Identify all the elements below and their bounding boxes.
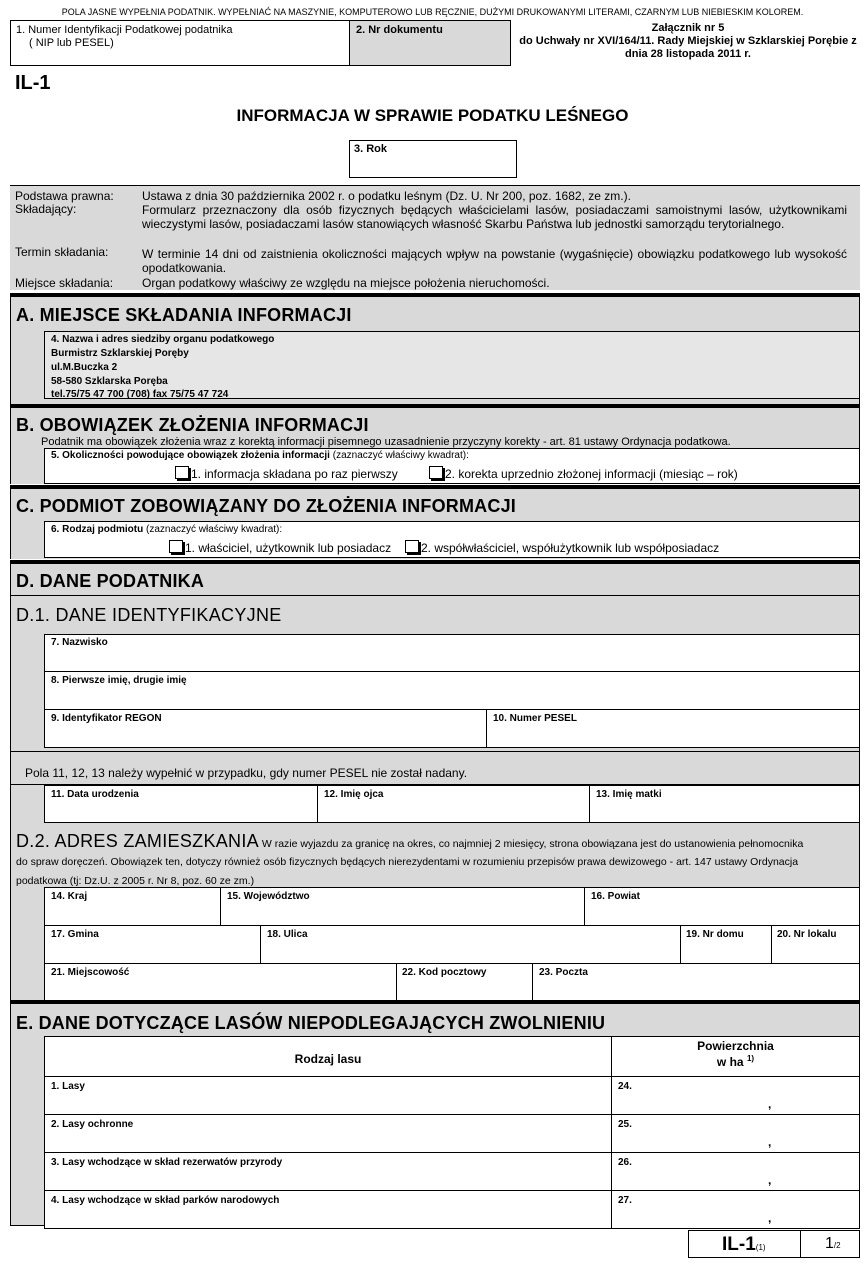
reason-field (44, 448, 860, 484)
forest-area-field[interactable] (611, 1190, 860, 1229)
col-area-label-1: Powierzchnia (697, 1039, 774, 1053)
section-b-title: B. OBOWIĄZEK ZŁOŻENIA INFORMACJI (16, 415, 369, 435)
filer-label: Składający: (15, 202, 77, 216)
section-b-note: Podatnik ma obowiązek złożenia wraz z korektą informacji pisemnego uzasadnienie przyczyny korekty - art. 81 ustawy Ordynacja podatkowa. (41, 436, 731, 448)
reason-option-correction[interactable]: 2. korekta uprzednio złożonej informacji (miesiąc – rok) (429, 466, 738, 481)
forest-type-cell (44, 1190, 612, 1229)
reason-option-first[interactable]: 1. informacja składana po raz pierwszy (175, 466, 398, 481)
place-text: Organ podatkowy właściwy ze względu na miejsce położenia nieruchomości. (142, 276, 550, 290)
postal-code-field[interactable] (396, 963, 533, 1002)
year-label: 3. Rok (354, 143, 388, 155)
column-header-type (44, 1036, 612, 1077)
house-number-field[interactable] (680, 925, 772, 964)
col-type-label: Rodzaj lasu (294, 1052, 362, 1066)
entity-type-label: 6. Rodzaj podmiotu (51, 524, 144, 535)
divider (11, 751, 859, 752)
section-d (10, 560, 860, 1000)
deadline-label: Termin składania: (15, 245, 109, 259)
forest-type-label: 4. Lasy wchodzące w skład parków narodowych (51, 1195, 280, 1206)
municipality-label: 17. Gmina (51, 929, 99, 940)
reason-hint: (zaznaczyć właściwy kwadrat): (332, 450, 469, 461)
footer-code: IL-1(1) (722, 1234, 766, 1255)
d2-note-a: W razie wyjazdu za granicę na okres, co najmniej 2 miesięcy, strona obowiązana jest do ustanowienia pełnomocnika (261, 838, 804, 850)
d1-note: Pola 11, 12, 13 należy wypełnić w przypadku, gdy numer PESEL nie został nadany. (25, 766, 468, 780)
checkbox-icon[interactable] (169, 540, 183, 553)
county-label: 16. Powiat (591, 891, 640, 902)
voivodeship-label: 15. Województwo (227, 891, 310, 902)
page-number-box (800, 1230, 860, 1258)
forest-area-field[interactable] (611, 1114, 860, 1153)
surname-label: 7. Nazwisko (51, 637, 108, 648)
entity-option-co-owner[interactable]: 2. współwłaściciel, współużytkownik lub współposiadacz (405, 540, 719, 555)
city-field[interactable] (44, 963, 397, 1002)
top-note: POLA JASNE WYPEŁNIA PODATNIK. WYPEŁNIAĆ NA MASZYNIE, KOMPUTEROWO LUB RĘCZNIE, DUŻYMI DRUKOWANYMI LITERAMI, CZARNYM LUB NIEBIESKIM KOLOREM. (61, 7, 804, 17)
section-e-title: E. DANE DOTYCZĄCE LASÓW NIEPODLEGAJĄCYCH ZWOLNIENIU (16, 1013, 606, 1033)
section-b (10, 404, 860, 484)
regon-field[interactable] (44, 709, 487, 748)
birth-date-label: 11. Data urodzenia (51, 789, 139, 800)
forest-type-cell (44, 1152, 612, 1191)
county-field[interactable] (584, 887, 860, 926)
postal-code-label: 22. Kod pocztowy (402, 967, 487, 978)
year-field[interactable] (349, 140, 517, 178)
col-area-label-2: w ha $^{1)}$ (716, 1054, 755, 1069)
entity-type-hint: (zaznaczyć właściwy kwadrat): (146, 524, 283, 535)
decimal-separator: , (768, 1211, 772, 1225)
column-header-area (611, 1036, 860, 1077)
municipality-field[interactable] (44, 925, 261, 964)
tax-office-line2: ul.M.Buczka 2 (51, 362, 118, 373)
annex-line1: Załącznik nr 5 (651, 22, 725, 34)
tax-office-line1: Burmistrz Szklarskiej Poręby (51, 348, 189, 359)
forest-type-label: 2. Lasy ochronne (51, 1119, 134, 1130)
info-block (10, 185, 860, 290)
form-code: IL-1 (15, 72, 51, 94)
decimal-separator: , (768, 1173, 772, 1187)
d2-title: D.2. ADRES ZAMIESZKANIA (16, 831, 259, 851)
nip-label: 1. Numer Identyfikacji Podatkowej podatnika (16, 24, 233, 36)
form-title: INFORMACJA W SPRAWIE PODATKU LEŚNEGO (236, 106, 629, 125)
country-field[interactable] (44, 887, 221, 926)
post-office-field[interactable] (532, 963, 860, 1002)
section-c-title: C. PODMIOT ZOBOWIĄZANY DO ZŁOŻENIA INFORMACJI (16, 496, 516, 516)
document-number-field[interactable] (349, 20, 511, 66)
footer-form-code (688, 1230, 801, 1258)
page-number: 1/2 (825, 1235, 841, 1252)
birth-date-field[interactable] (44, 785, 318, 823)
reason-label: 5. Okoliczności powodujące obowiązek złożenia informacji (51, 450, 330, 461)
forest-area-field[interactable] (611, 1152, 860, 1191)
pesel-field[interactable] (486, 709, 860, 748)
father-name-label: 12. Imię ojca (324, 789, 384, 800)
pesel-label: 10. Numer PESEL (493, 713, 577, 724)
legal-basis-label: Podstawa prawna: (15, 189, 114, 203)
tax-office-label: 4. Nazwa i adres siedziby organu podatkowego (51, 334, 275, 345)
city-label: 21. Miejscowość (51, 967, 130, 978)
nip-field[interactable] (10, 20, 350, 66)
house-number-label: 19. Nr domu (686, 929, 744, 940)
forest-area-field[interactable] (611, 1076, 860, 1115)
forest-area-label: 24. (618, 1081, 632, 1092)
document-number-label: 2. Nr dokumentu (356, 24, 443, 36)
checkbox-icon[interactable] (429, 466, 443, 479)
first-names-field[interactable] (44, 671, 860, 710)
surname-field[interactable] (44, 634, 860, 672)
regon-label: 9. Identyfikator REGON (51, 713, 162, 724)
section-e (10, 1000, 860, 1226)
filer-text: Formularz przeznaczony dla osób fizycznych będących właścicielami lasów, posiadaczami samoistnymi lasów, użytkownikami wieczystymi lasów, posiadaczami lasów stanowiących własność Skarbu Państwa lub jednostki samorządu terytorialnego. (142, 203, 847, 231)
nip-sub-label: ( NIP lub PESEL) (29, 37, 114, 49)
tax-office-field (44, 331, 860, 399)
apartment-number-label: 20. Nr lokalu (777, 929, 837, 940)
d2-header (16, 830, 856, 854)
section-a-title: A. MIEJSCE SKŁADANIA INFORMACJI (16, 305, 352, 325)
mother-name-field[interactable] (589, 785, 860, 823)
section-c (10, 485, 860, 559)
d2-note-c: podatkowa (tj: Dz.U. z 2005 r. Nr 8, poz. 60 ze zm.) (16, 875, 255, 887)
street-label: 18. Ulica (267, 929, 308, 940)
divider (11, 595, 859, 596)
forest-type-label: 3. Lasy wchodzące w skład rezerwatów przyrody (51, 1157, 283, 1168)
father-name-field[interactable] (317, 785, 590, 823)
tax-office-line3: 58-580 Szklarska Poręba (51, 376, 168, 387)
d1-title: D.1. DANE IDENTYFIKACYJNE (16, 605, 282, 625)
country-label: 14. Kraj (51, 891, 88, 902)
forest-type-label: 1. Lasy (51, 1081, 85, 1092)
d2-note-b: do spraw doręczeń. Obowiązek ten, dotyczy również osób fizycznych będących nierezydentami w rozumieniu przepisów prawa dewizowego - art. 147 ustawy Ordynacja (16, 856, 799, 868)
forest-type-cell (44, 1114, 612, 1153)
forest-area-label: 26. (618, 1157, 632, 1168)
deadline-text: W terminie 14 dni od zaistnienia okoliczności mających wpływ na powstanie (wygaśnięcie) obowiązku podatkowego lub wysokość opodatkowania. (142, 247, 847, 275)
street-field[interactable] (260, 925, 681, 964)
forest-type-cell (44, 1076, 612, 1115)
annex-line3: dnia 28 listopada 2011 r. (625, 48, 751, 60)
section-a (10, 293, 860, 407)
place-label: Miejsce składania: (15, 276, 114, 290)
entity-option-owner[interactable]: 1. właściciel, użytkownik lub posiadacz (169, 540, 391, 555)
decimal-separator: , (768, 1097, 772, 1111)
annex-info (511, 22, 865, 61)
legal-basis-text: Ustawa z dnia 30 października 2002 r. o podatku leśnym (Dz. U. Nr 200, poz. 1682, ze zm.). (142, 189, 631, 203)
forest-area-label: 25. (618, 1119, 632, 1130)
mother-name-label: 13. Imię matki (596, 789, 662, 800)
forest-area-label: 27. (618, 1195, 632, 1206)
apartment-number-field[interactable] (771, 925, 860, 964)
annex-line2: do Uchwały nr XVI/164/11. Rady Miejskiej w Szklarskiej Porębie z (519, 35, 857, 47)
entity-type-field (44, 521, 860, 558)
voivodeship-field[interactable] (220, 887, 585, 926)
first-names-label: 8. Pierwsze imię, drugie imię (51, 675, 187, 686)
checkbox-icon[interactable] (175, 466, 189, 479)
checkbox-icon[interactable] (405, 540, 419, 553)
decimal-separator: , (768, 1135, 772, 1149)
tax-office-line4: tel.75/75 47 700 (708) fax 75/75 47 724 (51, 389, 229, 400)
section-d-title: D. DANE PODATNIKA (16, 571, 205, 591)
post-office-label: 23. Poczta (539, 967, 588, 978)
